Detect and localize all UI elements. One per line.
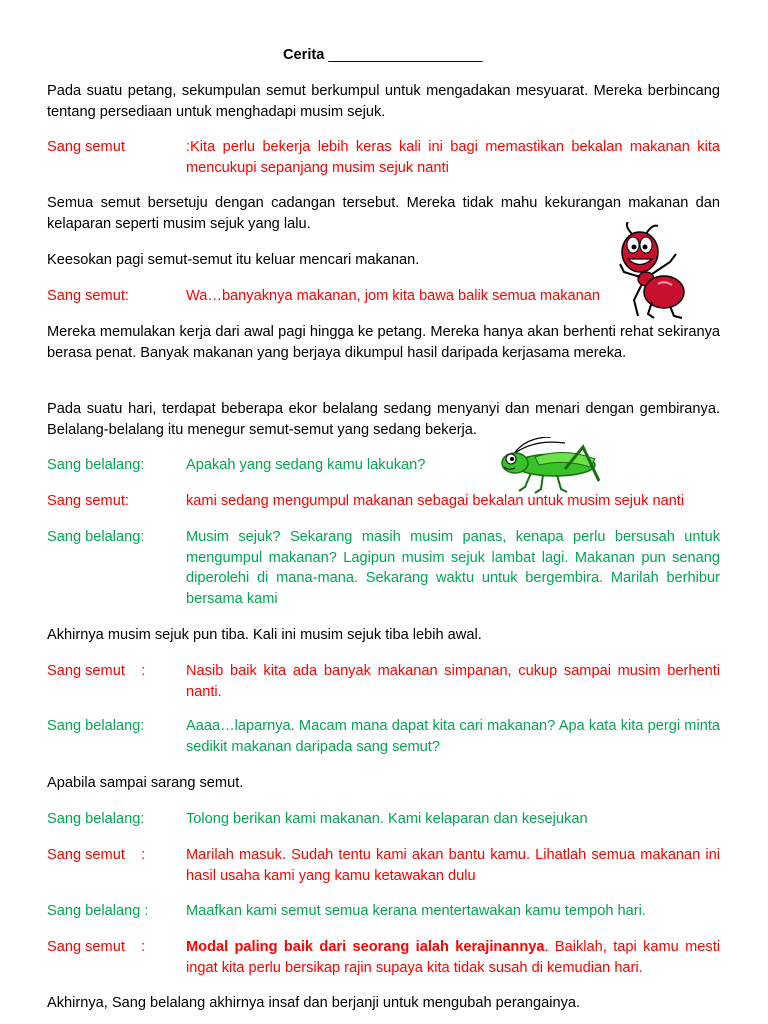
- speaker-label: Sang semut :: [47, 847, 146, 863]
- paragraph-6: Akhirnya musim sejuk pun tiba. Kali ini musim sejuk tiba lebih awal.: [47, 627, 482, 643]
- dialogue-text: Marilah masuk. Sudah tentu kami akan bantu kamu. Lihatlah semua makanan ini hasil usaha kami yang kamu ketawakan dulu: [186, 847, 720, 884]
- paragraph-3: Keesokan pagi semut-semut itu keluar mencari makanan.: [47, 252, 420, 268]
- paragraph-7: Apabila sampai sarang semut.: [47, 775, 244, 791]
- dialogue-text: Nasib baik kita ada banyak makanan simpanan, cukup sampai musim berhenti nanti.: [186, 663, 720, 700]
- cartoon-grasshopper-icon: [495, 437, 605, 495]
- dialogue-text: Maafkan kami semut semua kerana mentertawakan kamu tempoh hari.: [186, 903, 646, 919]
- dialogue-text: Tolong berikan kami makanan. Kami kelaparan dan kesejukan: [186, 811, 588, 827]
- speaker-label: Sang belalang :: [47, 903, 149, 919]
- title-blank: ___________________: [328, 47, 483, 63]
- speaker-label: Sang semut :: [47, 939, 146, 955]
- title-label: Cerita: [283, 47, 325, 63]
- speaker-label: Sang semut: [47, 139, 125, 155]
- paragraph-1: Pada suatu petang, sekumpulan semut berkumpul untuk mengadakan mesyuarat. Mereka berbincang tentang persediaan untuk menghadapi musim sejuk.: [47, 83, 720, 120]
- paragraph-8: Akhirnya, Sang belalang akhirnya insaf dan berjanji untuk mengubah perangainya.: [47, 995, 581, 1011]
- paragraph-5: Pada suatu hari, terdapat beberapa ekor belalang sedang menyanyi dan menari dengan gembiranya. Belalang-belalang itu menegur semut-semut yang sedang bekerja.: [47, 401, 720, 438]
- paragraph-4: Mereka memulakan kerja dari awal pagi hingga ke petang. Mereka hanya akan berhenti rehat sekiranya berasa penat. Banyak makanan yang berjaya dikumpul hasil daripada kerjasama mereka.: [47, 324, 720, 361]
- dialogue-text: :Kita perlu bekerja lebih keras kali ini bagi memastikan bekalan makanan kita mencukupi sepanjang musim sejuk nanti: [186, 139, 720, 176]
- dialogue-text: Wa…banyaknya makanan, jom kita bawa balik semua makanan: [186, 288, 600, 304]
- dialogue-text: Aaaa…laparnya. Macam mana dapat kita cari makanan? Apa kata kita pergi minta sedikit makanan daripada sang semut?: [186, 718, 720, 755]
- dialogue-text: kami sedang mengumpul makanan sebagai bekalan untuk musim sejuk nanti: [186, 493, 685, 509]
- dialogue-text: [186, 937, 720, 978]
- speaker-label: Sang semut:: [47, 288, 129, 304]
- moral-text: Modal paling baik dari seorang ialah kerajinannya: [186, 939, 545, 955]
- cartoon-ant-icon: [612, 222, 688, 320]
- story-title: [283, 47, 483, 63]
- speaker-label: Sang belalang:: [47, 718, 145, 734]
- speaker-label: Sang semut :: [47, 663, 146, 679]
- speaker-label: Sang belalang:: [47, 529, 145, 545]
- speaker-label: Sang belalang:: [47, 457, 145, 473]
- dialogue-text: Musim sejuk? Sekarang masih musim panas, kenapa perlu bersusah untuk mengumpul makanan? Lagipun musim sejuk lambat lagi. Makanan pun senang diperolehi di mana-mana. Sekarang waktu untuk bergembira. Marilah berhibur bersama kami: [186, 529, 720, 607]
- speaker-label: Sang belalang:: [47, 811, 145, 827]
- dialogue-text-rest: . Baiklah, tapi kamu mesti ingat kita perlu bersikap rajin supaya kita tidak susah di kemudian hari.: [186, 939, 720, 976]
- dialogue-text: Apakah yang sedang kamu lakukan?: [186, 457, 426, 473]
- paragraph-2: Semua semut bersetuju dengan cadangan tersebut. Mereka tidak mahu kekurangan makanan dan kelaparan seperti musim sejuk yang lalu.: [47, 195, 720, 232]
- speaker-label: Sang semut:: [47, 493, 129, 509]
